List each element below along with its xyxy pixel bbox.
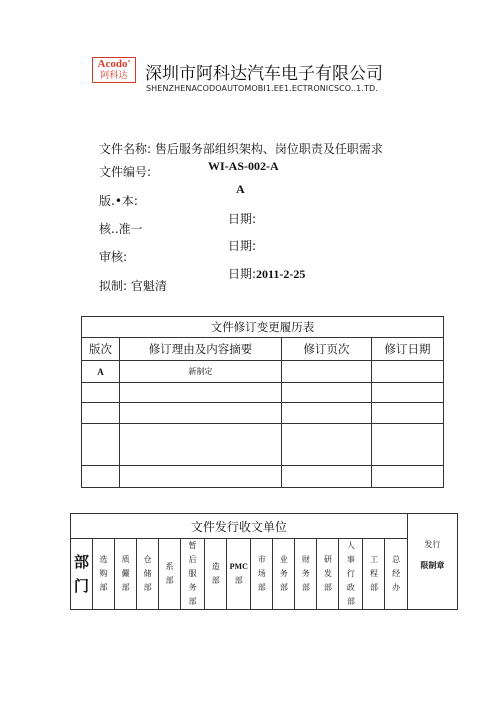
release-stamp-cell — [407, 514, 457, 610]
row-label-char: 部 — [74, 553, 90, 571]
revision-cell — [120, 466, 282, 488]
dept-warehouse: 仓 储 部 — [137, 539, 159, 610]
revision-cell — [372, 361, 444, 383]
revision-cell — [82, 466, 120, 488]
revision-cell — [82, 403, 120, 424]
revision-cell — [282, 424, 372, 466]
logo-text-cn: 阿科达 — [100, 71, 128, 81]
table-row — [82, 361, 444, 383]
doc-name-row — [99, 140, 383, 157]
revision-cell: A — [82, 361, 120, 383]
date-label-2: 日期: — [228, 239, 257, 253]
revision-cell — [82, 424, 120, 466]
distribution-table-title: 文件发行收文单位 — [71, 514, 408, 539]
department-row-label — [71, 539, 93, 610]
revision-cell — [120, 403, 282, 424]
review-label: 审核: — [99, 250, 128, 264]
dept-manufacturing: 造 部 — [205, 539, 227, 610]
revision-history-table — [81, 316, 444, 488]
distribution-table — [70, 513, 458, 610]
restriction-stamp-label: 限制章 — [420, 561, 445, 570]
table-row — [82, 383, 444, 403]
company-name-cn: 深圳市阿科达汽车电子有限公司 — [145, 64, 383, 84]
doc-code-label: 文件编号: — [99, 165, 152, 179]
revision-header-date: 修订日期 — [372, 338, 444, 361]
revision-cell — [372, 403, 444, 424]
revision-cell — [282, 361, 372, 383]
revision-cell — [120, 424, 282, 466]
revision-header-version: 版次 — [82, 338, 120, 361]
doc-version-label: 版.•本: — [99, 194, 138, 208]
doc-version-value: A — [236, 182, 245, 196]
revision-cell — [120, 383, 282, 403]
draft-row — [99, 277, 167, 294]
doc-name-label: 文件名称: — [99, 142, 152, 156]
dept-sales: 业 务 部 — [273, 539, 295, 610]
company-name-en: SHENZHENACODOAUTOMOBI1.EE1.ECTRONICSCO..1.TD. — [146, 84, 378, 93]
revision-cell — [82, 383, 120, 403]
revision-header-summary: 修订理由及内容摘要 — [120, 338, 282, 361]
table-row — [82, 424, 444, 466]
dept-marketing: 市 场 部 — [251, 539, 273, 610]
draft-label: 拟制: — [99, 279, 128, 293]
revision-cell — [372, 424, 444, 466]
revision-cell: 新制定 — [120, 361, 282, 383]
table-row — [82, 403, 444, 424]
dept-engineering: 工 程 部 — [363, 539, 385, 610]
dept-general-manager-office: 总 经 办 — [385, 539, 407, 610]
revision-cell — [372, 466, 444, 488]
row-label-char: 门 — [74, 577, 90, 595]
dept-hr-admin: 人 事 行 政 部 — [339, 539, 363, 610]
dept-quality: 质 儼 部 — [115, 539, 137, 610]
company-logo — [92, 57, 136, 83]
doc-code-value: WI-AS-002-A — [208, 159, 279, 173]
dept-system: 系 部 — [159, 539, 181, 610]
date-row-3 — [228, 265, 305, 282]
draft-value: 官魁清 — [130, 279, 167, 293]
dept-pmc: PMC 部 — [227, 539, 251, 610]
dept-purchasing: 选 购 部 — [93, 539, 115, 610]
logo-text-en: Acodo' — [97, 58, 131, 70]
revision-table-title: 文件修订变更履历表 — [82, 317, 444, 338]
revision-cell — [282, 383, 372, 403]
dept-rnd: 研 发 部 — [317, 539, 339, 610]
dept-finance: 财 务 部 — [295, 539, 317, 610]
revision-cell — [282, 466, 372, 488]
date-label-3: 日期: — [228, 267, 257, 281]
approve-label: 核..准一 — [99, 222, 143, 236]
release-label: 发行 — [424, 540, 441, 549]
table-row — [82, 466, 444, 488]
date-value-3: 2011-2-25 — [256, 267, 306, 281]
revision-header-page: 修订页次 — [282, 338, 372, 361]
revision-cell — [282, 403, 372, 424]
dept-after-sales: 暂 后 服 务 部 — [181, 539, 205, 610]
revision-cell — [372, 383, 444, 403]
doc-name-value: 售后服务部组织架构、岗位职责及任职需求 — [154, 142, 383, 156]
date-label-1: 日期: — [228, 212, 257, 226]
